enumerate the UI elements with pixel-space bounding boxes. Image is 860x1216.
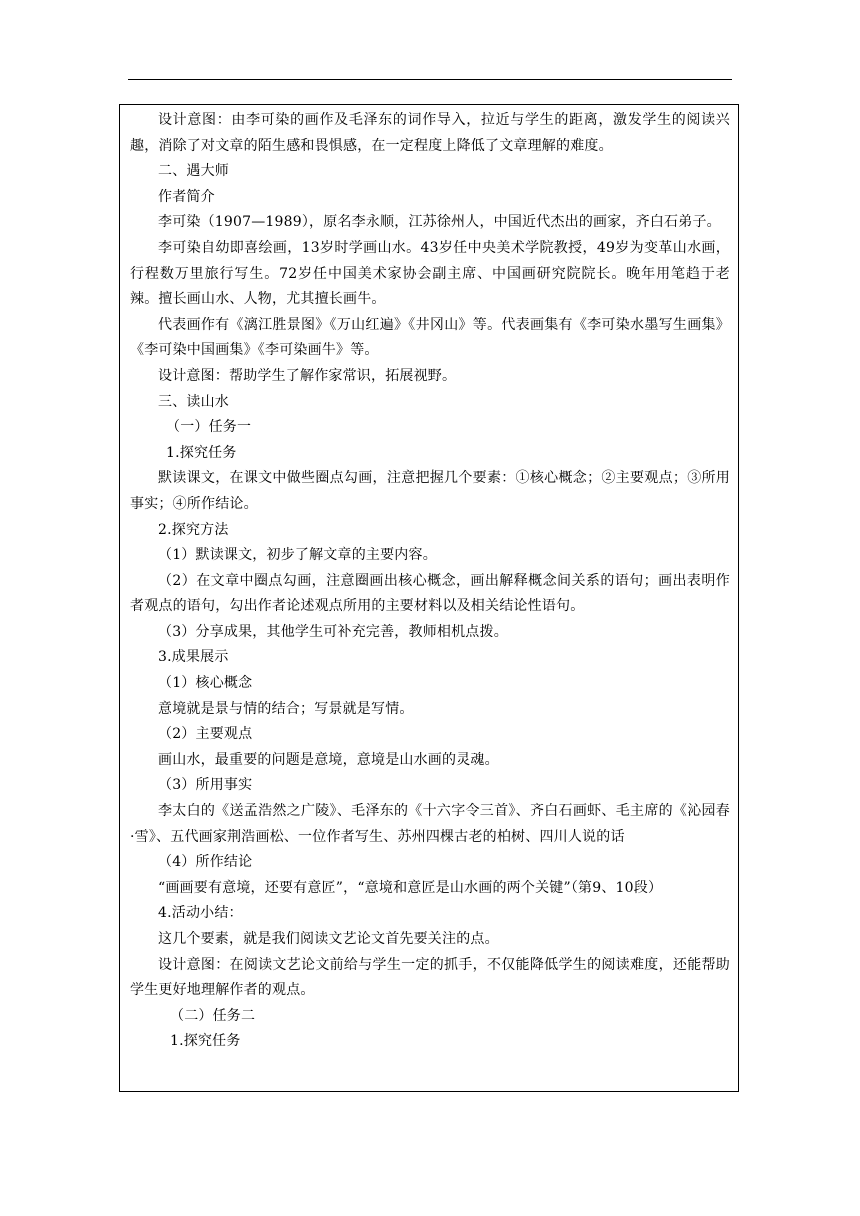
lesson-plan-cell [119,104,739,1092]
paragraph: 默读课文，在课文中做些圈点勾画，注意把握几个要素：①核心概念；②主要观点；③所用事实；④所作结论。 [130,470,730,512]
paragraph: 这几个要素，就是我们阅读文艺论文首先要关注的点。 [158,931,499,947]
paragraph: 意境就是景与情的结合；写景就是写情。 [158,700,414,717]
paragraph: 设计意图：帮助学生了解作家常识，拓展视野。 [158,367,457,384]
paragraph: 1.探究任务 [170,1033,241,1050]
paragraph: 设计意图：由李可染的画作及毛泽东的词作导入，拉近与学生的距离，激发学生的阅读兴趣，消除了对文章的陌生感和畏惧感，在一定程度上降低了文章理解的难度。 [130,112,730,154]
paragraph: 李可染（1907—1989），原名李永顺，江苏徐州人，中国近代杰出的画家，齐白石弟子。 [158,214,721,231]
paragraph: （3）分享成果，其他学生可补充完善，教师相机点拨。 [158,623,508,640]
paragraph: 作者简介 [158,188,215,205]
paragraph: （1）默读课文，初步了解文章的主要内容。 [158,547,437,564]
paragraph: （2）主要观点 [158,726,253,743]
paragraph: 李可染自幼即喜绘画，13岁时学画山水。43岁任中央美术学院教授，49岁为变革山水画，行程数万里旅行写生。72岁任中国美术家协会副主席、中国画研究院院长。晚年用笔趋于老辣。擅长画山水、人物，尤其擅长画牛。 [130,239,730,308]
header-rule [128,79,732,80]
paragraph: （1）核心概念 [158,675,253,692]
paragraph: 设计意图：在阅读文艺论文前给与学生一定的抓手，不仅能降低学生的阅读难度，还能帮助学生更好地理解作者的观点。 [130,956,730,999]
lesson-plan-body [130,108,730,1055]
paragraph: 1.探究任务 [166,444,237,461]
paragraph: 画山水，最重要的问题是意境，意境是山水画的灵魂。 [158,751,499,768]
paragraph: 4.活动小结： [158,905,243,922]
paragraph: 李太白的《送孟浩然之广陵》、毛泽东的《十六字令三首》、齐白石画虾、毛主席的《沁园春·雪》、五代画家荆浩画松、一位作者写生、苏州四棵古老的柏树、四川人说的话 [130,803,730,845]
paragraph: （二）任务二 [170,1007,256,1024]
paragraph: （3）所用事实 [158,777,253,794]
paragraph: 2.探究方法 [158,521,229,538]
paragraph: 代表画作有《漓江胜景图》《万山红遍》《井冈山》等。代表画集有《李可染水墨写生画集》《李可染中国画集》《李可染画牛》等。 [130,316,730,359]
paragraph: 3.成果展示 [158,649,229,666]
paragraph: 二、遇大师 [158,163,229,180]
paragraph: （4）所作结论 [158,854,253,871]
paragraph: “画画要有意境，还要有意匠”，“意境和意匠是山水画的两个关键”（第9、10段） [158,879,663,896]
paragraph: 三、读山水 [158,393,229,410]
paragraph: （2）在文章中圈点勾画，注意圈画出核心概念，画出解释概念间关系的语句；画出表明作者观点的语句，勾出作者论述观点所用的主要材料以及相关结论性语句。 [130,572,730,615]
paragraph: （一）任务一 [166,419,252,436]
